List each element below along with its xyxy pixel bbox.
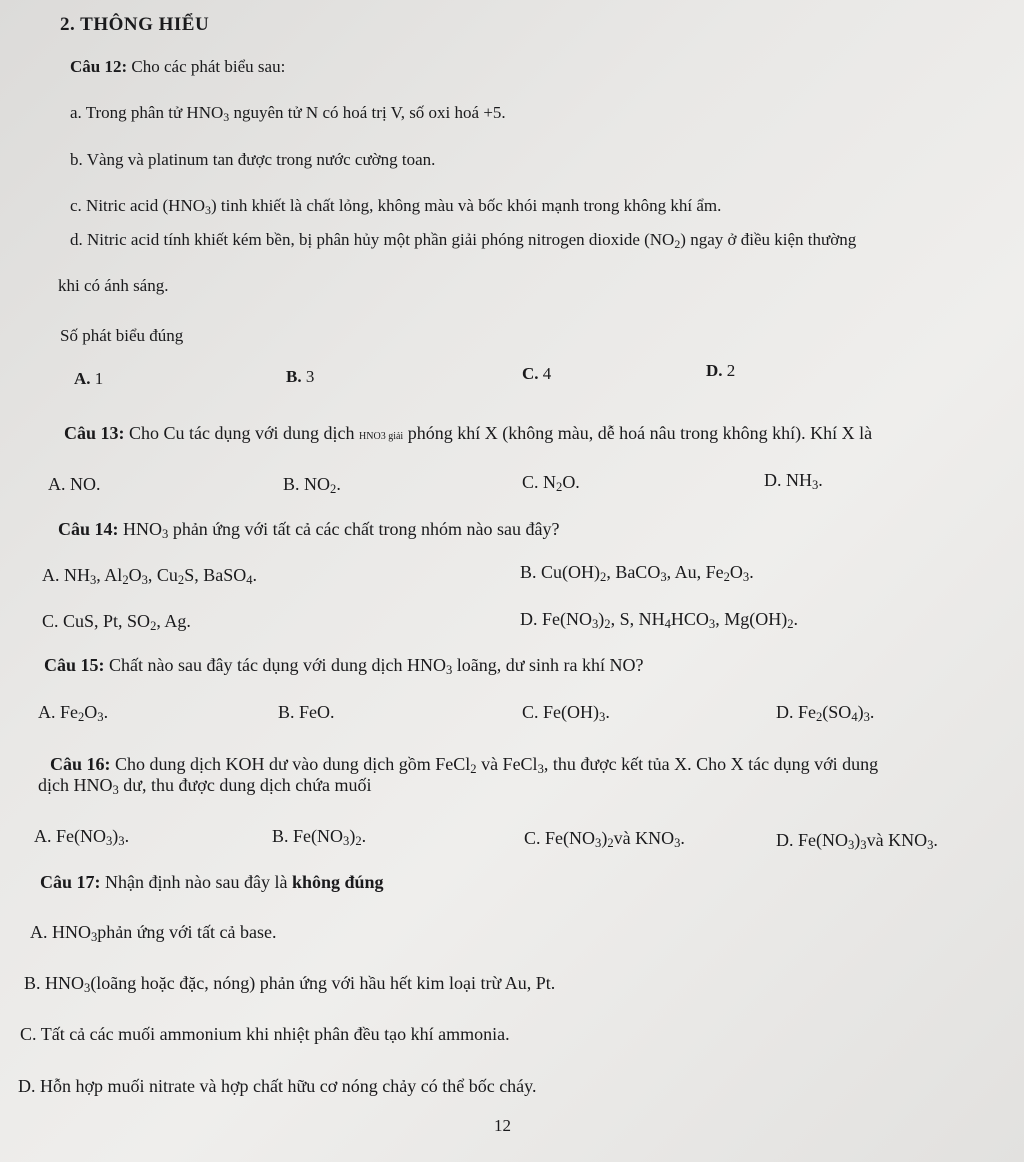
q12-option-d: D. 2 (706, 361, 736, 380)
statement-b: b. Vàng và platinum tan được trong nước cường toan. (70, 150, 436, 169)
q14-option-b: B. $Cu(OH)_2$, BaCO$_3$, Au, $Fe_2O_3$. (520, 562, 754, 585)
q16-option-d: D. $Fe(NO_3)_3và$ $KNO_3$. (776, 830, 938, 853)
question-12-ask: Số phát biểu đúng (60, 326, 184, 345)
question-13-stem: Câu 13: Cho Cu tác dụng với dung dịch HNO3 giải phóng khí X (không màu, dễ hoá nâu trong không khí). Khí X là (64, 423, 873, 443)
statement-d: d. Nitric acid tính khiết kém bền, bị phân hủy một phần giải phóng nitrogen dioxide $(NO_2)$ ngay ở điều kiện thường (70, 230, 857, 251)
question-12-stem: Câu 12: Cho các phát biểu sau: (70, 57, 286, 76)
q17-option-c: C. Tất cả các muối ammonium khi nhiệt phân đều tạo khí ammonia. (20, 1024, 510, 1044)
q16-option-b: B. $Fe(NO_3)_2$. (272, 826, 367, 849)
q13-option-d: D. $NH_3$. (764, 470, 823, 493)
q12-option-a: A. 1 (74, 369, 104, 388)
question-15-stem: Câu 15: Chất nào sau đây tác dụng với dung dịch $HNO_3$ loãng, dư sinh ra khí NO? (44, 655, 644, 678)
section-heading: 2. THÔNG HIỂU (60, 14, 210, 35)
q16-option-a: A. $Fe(NO_3)_3$. (34, 826, 130, 849)
question-16-stem: Câu 16: Cho dung dịch KOH dư vào dung dịch gồm FeCl$_2$ và FeCl$_3$, thu được kết tủa X. Cho X tác dụng với dung (50, 754, 879, 777)
q13-option-b: B. $NO_2$. (283, 474, 341, 497)
q12-option-b: B. 3 (286, 367, 315, 386)
q14-option-a: A. $NH_3$, $Al_2O_3$, $Cu_2S$, BaSO$_4$. (42, 565, 258, 588)
q14-option-c: C. CuS, Pt, $SO_2$, Ag. (42, 611, 191, 634)
q15-option-a: A. $Fe_2O_3$. (38, 702, 109, 725)
q17-option-d: D. Hỗn hợp muối nitrate và hợp chất hữu cơ nóng chảy có thể bốc cháy. (18, 1076, 537, 1096)
q13-option-a: A. NO. (48, 474, 101, 494)
q16-option-c: C. $Fe(NO_3)_2và$ $KNO_3$. (524, 828, 685, 851)
statement-d-continuation: khi có ánh sáng. (58, 276, 169, 295)
q15-option-b: B. FeO. (278, 702, 335, 722)
q12-option-c: C. 4 (522, 364, 552, 383)
q15-option-c: C. $Fe(OH)_3$. (522, 702, 610, 725)
q13-option-c: C. $N_2O$. (522, 472, 580, 495)
q17-option-b: B. $HNO_3(loãng$ hoặc đặc, nóng) phản ứng với hầu hết kim loại trừ Au, Pt. (24, 973, 556, 996)
question-14-stem: Câu 14: $HNO_3$ phản ứng với tất cả các chất trong nhóm nào sau đây? (58, 519, 560, 542)
statement-a: a. Trong phân tử $HNO_3$ nguyên tử N có hoá trị V, số oxi hoá +5. (70, 103, 506, 124)
q17-option-a: A. $HNO_3phản$ ứng với tất cả base. (30, 922, 277, 945)
q15-option-d: D. $Fe_2(SO_4)_3$. (776, 702, 875, 725)
question-17-stem: Câu 17: Nhận định nào sau đây là không đúng (40, 872, 384, 892)
q14-option-d: D. $Fe(NO_3)_2$, S, $NH_4HCO_3$, $Mg(OH)_2$. (520, 609, 799, 632)
statement-c: c. Nitric acid $(HNO_3)$ tinh khiết là chất lỏng, không màu và bốc khói mạnh trong không khí ẩm. (70, 196, 722, 217)
question-16-stem-line2: dịch $HNO_3$ dư, thu được dung dịch chứa muối (38, 775, 372, 798)
page-number: 12 (494, 1116, 511, 1135)
